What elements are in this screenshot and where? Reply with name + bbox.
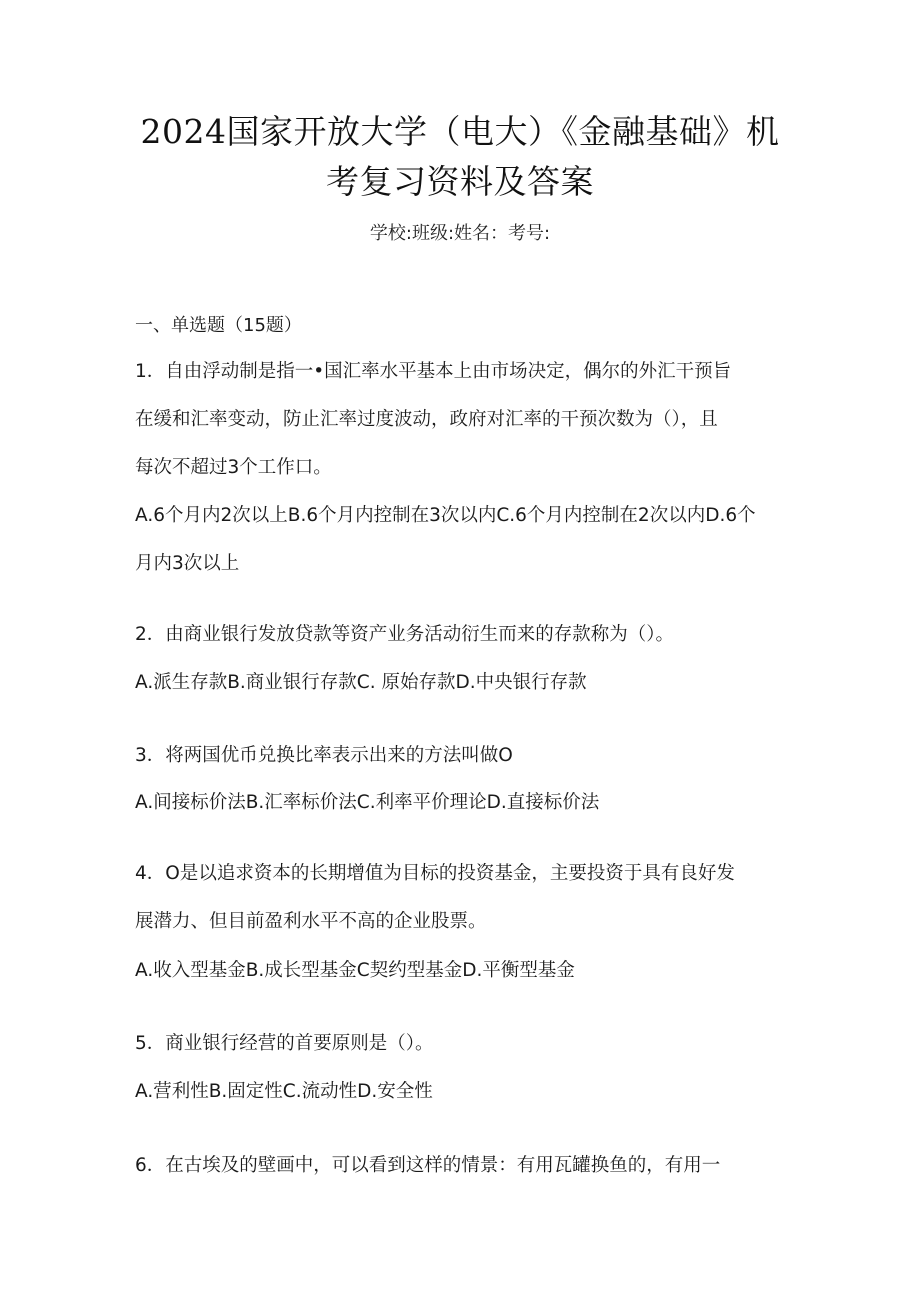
question-2-options: A.派生存款B.商业银行存款C. 原始存款D.中央银行存款 xyxy=(135,672,587,693)
question-4-options: A.收入型基金B.成长型基金C契约型基金D.平衡型基金 xyxy=(135,960,575,981)
question-1-text-line-2: 在缓和汇率变动，防止汇率过度波动，政府对汇率的干预次数为（），且 xyxy=(135,409,718,430)
question-1-options-line-2: 月内3次以上 xyxy=(135,553,240,574)
question-3-options: A.间接标价法B.汇率标价法C.利率平价理论D.直接标价法 xyxy=(135,792,600,813)
document-title-line-2: 考复习资料及答案 xyxy=(326,162,594,201)
question-3-text: 3．将两国优币兑换比率表示出来的方法叫做O xyxy=(135,745,513,766)
question-1-text-line-3: 每次不超过3个工作口。 xyxy=(135,457,332,478)
document-title-line-1: 2024国家开放大学（电大）《金融基础》机 xyxy=(140,112,780,151)
question-5-options: A.营利性B.固定性C.流动性D.安全性 xyxy=(135,1081,433,1102)
student-info-line: 学校:班级:姓名：考号: xyxy=(369,223,551,244)
question-2-text: 2．由商业银行发放贷款等资产业务活动衍生而来的存款称为（）。 xyxy=(135,624,675,645)
question-5-text: 5．商业银行经营的首要原则是（）。 xyxy=(135,1033,434,1054)
question-4-text-line-1: 4．O是以追求资本的长期增值为目标的投资基金，主要投资于具有良好发 xyxy=(135,863,735,884)
question-1-text-line-1: 1．自由浮动制是指一•国汇率水平基本上由市场决定，偶尔的外汇干预旨 xyxy=(135,361,732,382)
section-heading: 一、单选题（15题） xyxy=(135,315,302,336)
question-4-text-line-2: 展潜力、但目前盈利水平不高的企业股票。 xyxy=(135,911,487,932)
question-1-options-line-1: A.6个月内2次以上B.6个月内控制在3次以内C.6个月内控制在2次以内D.6个 xyxy=(135,505,756,526)
question-6-text: 6．在古埃及的壁画中，可以看到这样的情景：有用瓦罐换鱼的，有用一 xyxy=(135,1155,721,1176)
